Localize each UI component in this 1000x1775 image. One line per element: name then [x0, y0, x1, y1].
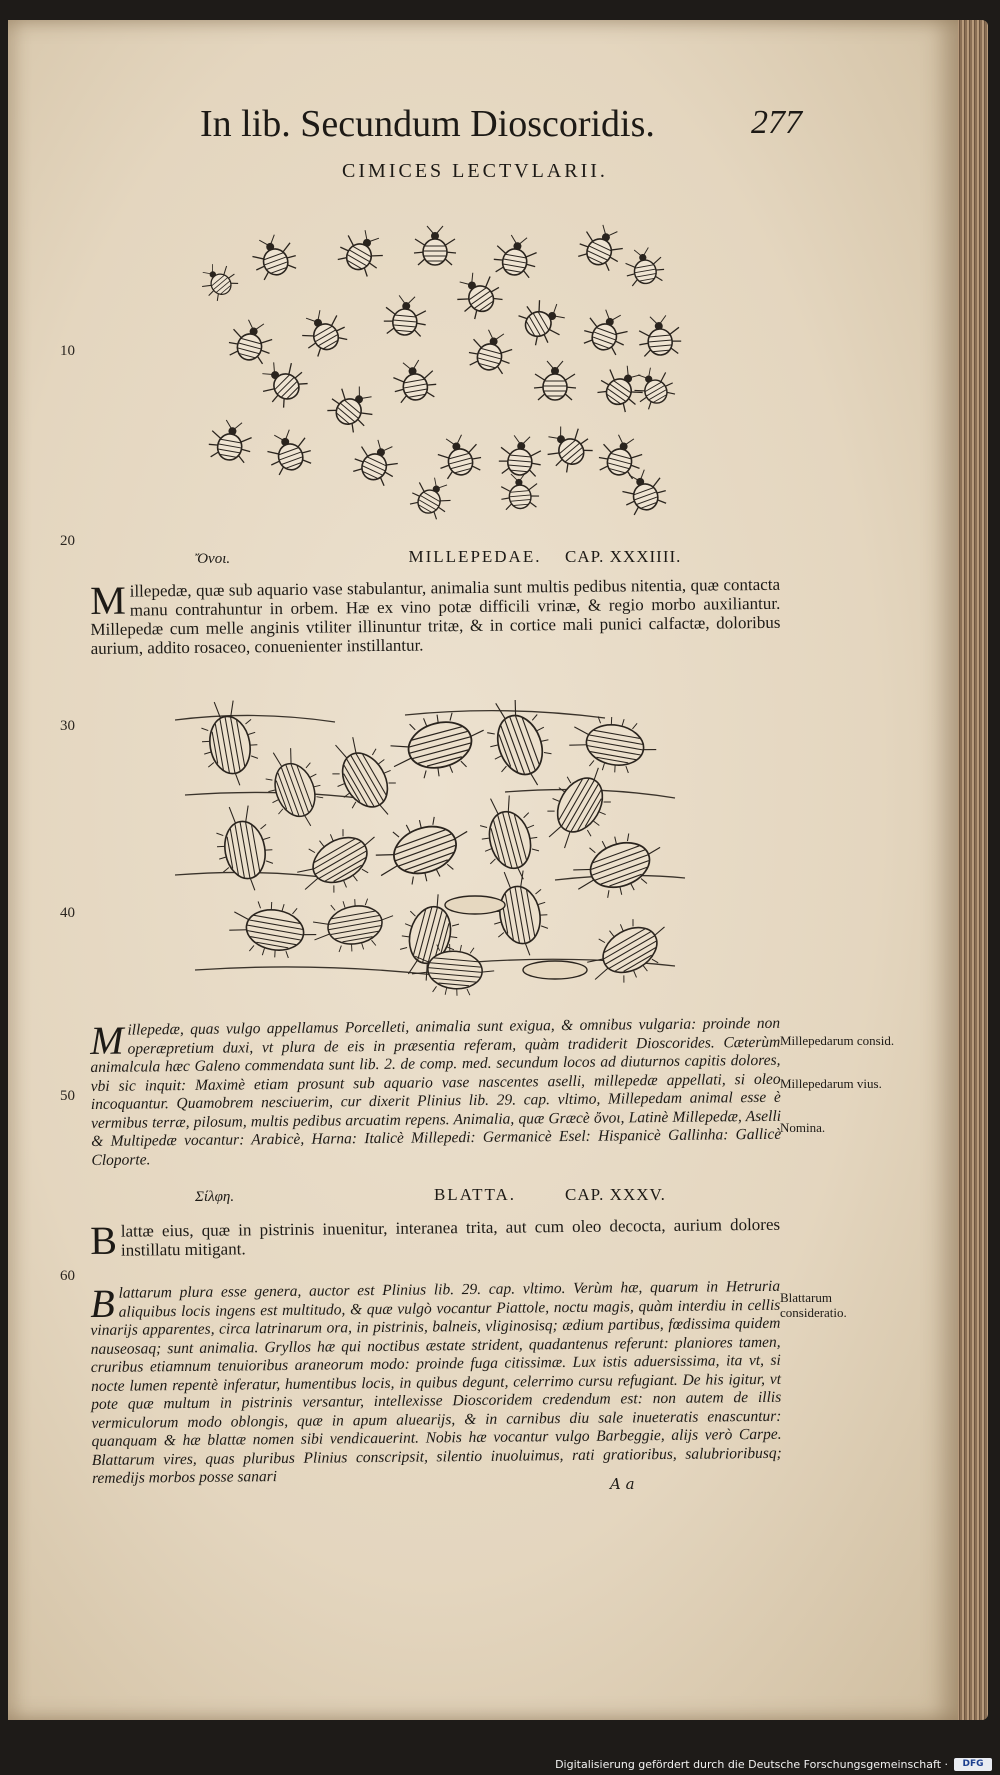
dfg-logo-icon: DFG — [954, 1758, 992, 1771]
commentary-blatta — [90, 1278, 782, 1489]
chapter-heading-millepedae — [0, 547, 950, 577]
dioscorides-text-blatta — [89, 1214, 781, 1263]
drop-cap: B — [89, 1217, 118, 1263]
line-number: 10 — [60, 343, 75, 359]
greek-name: Ὄνοι. — [195, 551, 231, 567]
chapter-number: CAP. XXXIIII. — [565, 547, 682, 566]
commentary-millepedae — [90, 1015, 782, 1170]
chapter-title: MILLEPEDAE. — [408, 547, 542, 566]
running-title: In lib. Secundum Dioscoridis. — [200, 103, 655, 145]
margin-note: Blattarum consideratio. — [780, 1290, 847, 1320]
line-number: 20 — [60, 533, 75, 549]
running-head — [170, 102, 802, 158]
line-number: 30 — [60, 718, 75, 734]
millipede-woodcut-illustration — [175, 700, 695, 1000]
paragraph-text: illepedæ, quæ sub aquario vase stabulantur, animalia sunt multis pedibus nitentia, quæ contacta manu contrahuntur in orbem. Hæ ex vino potæ difficili vrinæ, & regio morbo auxiliantur. Millepedæ cum melle anginis vtiliter illinuntur tritæ, & in cortice mali punici calfactæ, doloribus aurium, addito rosaceo, conuenienter instillantur. — [90, 574, 781, 658]
page-number: 277 — [751, 104, 802, 141]
line-number: 40 — [60, 905, 75, 921]
paragraph-text: lattarum plura esse genera, auctor est Plinius lib. 29. cap. vltimo. Verùm hæ, quarum in Hetruria aliquibus locis ingens est multitudo, & quæ vulgò vocantur Piattole, noctu magis, quàm interdiu in cellis vinarijs apparentes, circa latrinarum ora, in pistrinis, balneis, vliginosisq; ædium partibus, fœdissima quidem nauseosaq; sunt animalia. Gryllos hæ qui noctibus æstate strident, quadantenus referunt: planiores tamen, cruribus etiamnum tenuioribus araneorum modo: proinde fuga citissimæ. Lux istis aduersissima, ita vt, si nocte lumen repentè inferatur, humentibus locis, in quibus degunt, celerrimo cursu refugiant. De his igitur, vt pote quæ multum in pistrinis versantur, intellexisse Dioscoridem credendum est: non autem de illis vermiculorum modo oblongis, quæ in apum aluearijs, & in carnibus diu sale inueteratis enascuntur: quanquam & hæ blattæ nomen sibi vendicauerint. Nobis hæ vocantur vulgo Barbeggie, alijs verò Carpe. Blattarum vires, quas pluribus Plinius conscripsit, silentio inuoluimus, rati gratioribus, salubrioribusq; remedijs morbos posse sanari — [90, 1277, 782, 1487]
margin-note: Nomina. — [780, 1120, 826, 1135]
drop-cap: M — [89, 1017, 124, 1063]
dioscorides-text-millepedae — [90, 575, 781, 658]
margin-note: Millepedarum consid. — [780, 1033, 895, 1048]
drop-cap: M — [89, 577, 127, 623]
chapter-heading-blatta — [0, 1185, 950, 1215]
chapter-number: CAP. XXXV. — [565, 1185, 666, 1204]
digitization-footer — [0, 1755, 1000, 1775]
line-number: 60 — [60, 1268, 75, 1284]
signature-mark: A a — [610, 1475, 635, 1493]
chapter-title: BLATTA. — [433, 1185, 517, 1204]
drop-cap: B — [89, 1280, 115, 1326]
line-number: 50 — [60, 1088, 75, 1104]
paragraph-text: illepedæ, quas vulgo appellamus Porcelleti, animalia sunt exigua, & omnibus vulgaria: proinde non operæpretium duxi, vt plura de eis in præsentia referam, quàm tradiderit Dioscorides. Cæterùm animalcula hæc Galeno commendata sunt lib. 2. de comp. med. secundum locos ad diuturnos capitis dolores, vbi sic inquit: Maximè etiam prosunt sub aquario vase nascentes aselli, millepedæ appellati, si oleo incoquantur. Quamobrem nesciuerim, cur dixerit Plinius lib. 29. cap. vltimo, Millepedam animal esse è vermibus terræ, pilosum, multis pedibus arcuatim repens. Animalia, quæ Græcè ὄνοι, Latinè Millepedæ, Aselli & Multipedæ vocantur: Arabicè, Harna: Italicè Millepedi: Germanicè Esel: Hispanicè Gallinha: Gallicè Cloporte. — [90, 1014, 782, 1169]
bedbug-woodcut-illustration — [180, 215, 700, 525]
figure-title-cimices: CIMICES LECTVLARII. — [342, 160, 608, 182]
greek-name: Σίλφη. — [195, 1189, 235, 1205]
footer-credit: Digitalisierung gefördert durch die Deutsche Forschungsgemeinschaft · — [555, 1758, 948, 1771]
margin-note: Millepedarum vius. — [780, 1076, 882, 1091]
paragraph-text: lattæ eius, quæ in pistrinis inuenitur, interanea trita, aut cum oleo decocta, aurium dolores instillatu mitigant. — [120, 1214, 781, 1260]
